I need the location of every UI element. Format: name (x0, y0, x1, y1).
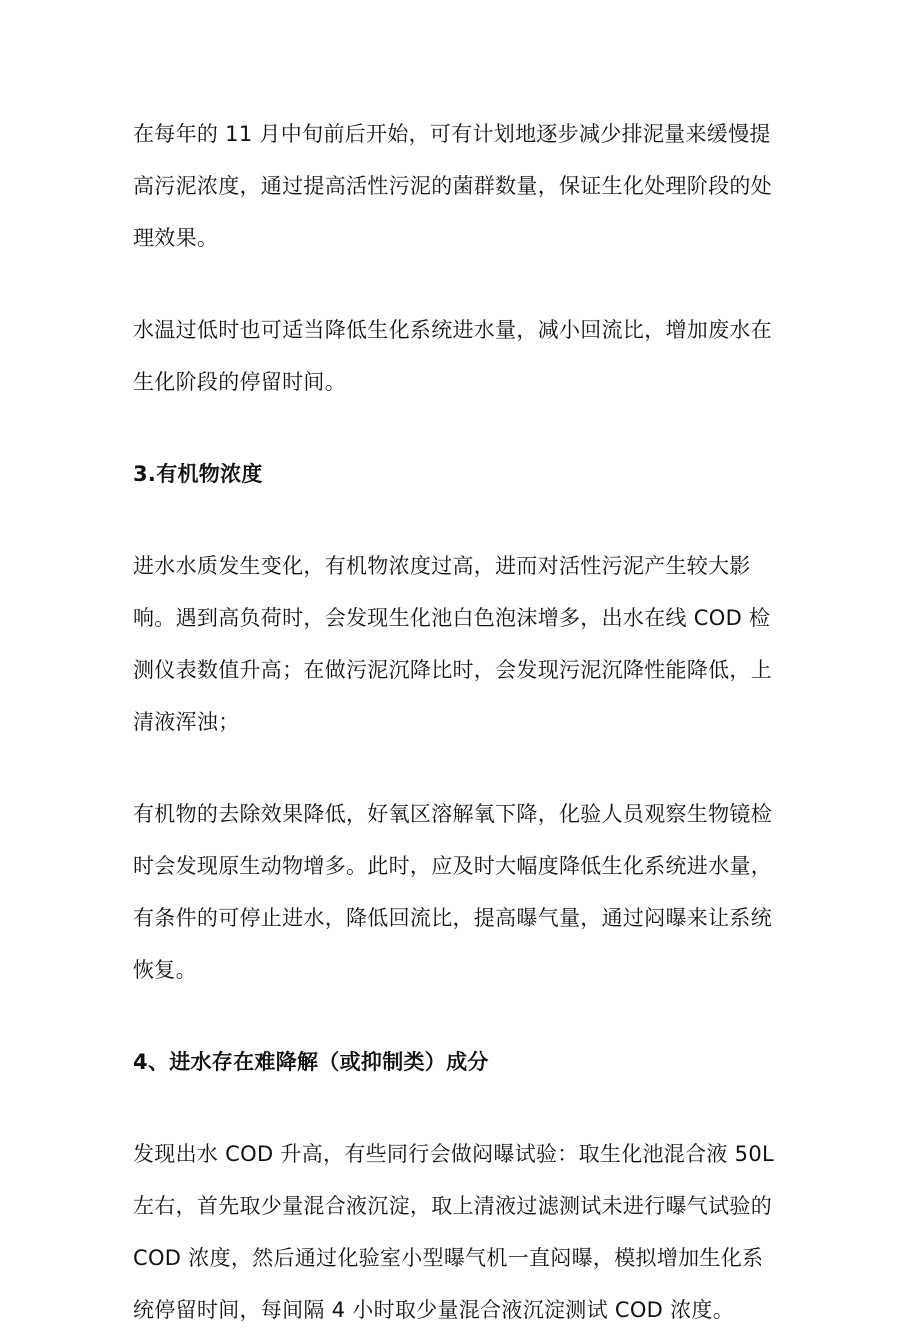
text-line: 在每年的 11 月中旬前后开始，可有计划地逐步减少排泥量来缓慢提 (133, 122, 771, 146)
text-line: 时会发现原生动物增多。此时，应及时大幅度降低生化系统进水量， (133, 854, 772, 878)
text-line: 清液浑浊； (133, 710, 240, 734)
paragraph-winter-sludge (133, 108, 793, 264)
text-line: 测仪表数值升高；在做污泥沉降比时，会发现污泥沉降性能降低，上 (133, 658, 772, 682)
paragraph-removal-efficiency (133, 788, 793, 996)
text-line: 生化阶段的停留时间。 (133, 370, 346, 394)
paragraph-aeration-test (133, 1128, 793, 1336)
section-heading-refractory-components (133, 1036, 793, 1088)
text-line: 发现出水 COD 升高，有些同行会做闷曝试验：取生化池混合液 50L (133, 1142, 775, 1166)
text-line: 左右，首先取少量混合液沉淀，取上清液过滤测试未进行曝气试验的 (133, 1194, 772, 1218)
paragraph-water-quality-change (133, 540, 793, 748)
text-line: COD 浓度，然后通过化验室小型曝气机一直闷曝，模拟增加生化系 (133, 1246, 764, 1270)
text-line: 理效果。 (133, 226, 219, 250)
section-heading-organic-concentration (133, 448, 793, 500)
text-line: 恢复。 (133, 958, 197, 982)
heading-text: 4、进水存在难降解（或抑制类）成分 (133, 1050, 489, 1074)
text-line: 高污泥浓度，通过提高活性污泥的菌群数量，保证生化处理阶段的处 (133, 174, 772, 198)
text-line: 统停留时间，每间隔 4 小时取少量混合液沉淀测试 COD 浓度。 (133, 1298, 735, 1322)
text-line: 水温过低时也可适当降低生化系统进水量，减小回流比，增加废水在 (133, 318, 772, 342)
paragraph-low-water-temp (133, 304, 793, 408)
document-body (133, 108, 793, 1336)
text-line: 进水水质发生变化，有机物浓度过高，进而对活性污泥产生较大影 (133, 554, 751, 578)
text-line: 响。遇到高负荷时，会发现生化池白色泡沫增多，出水在线 COD 检 (133, 606, 771, 630)
heading-text: 3.有机物浓度 (133, 462, 263, 486)
text-line: 有机物的去除效果降低，好氧区溶解氧下降，化验人员观察生物镜检 (133, 802, 772, 826)
text-line: 有条件的可停止进水，降低回流比，提高曝气量，通过闷曝来让系统 (133, 906, 772, 930)
